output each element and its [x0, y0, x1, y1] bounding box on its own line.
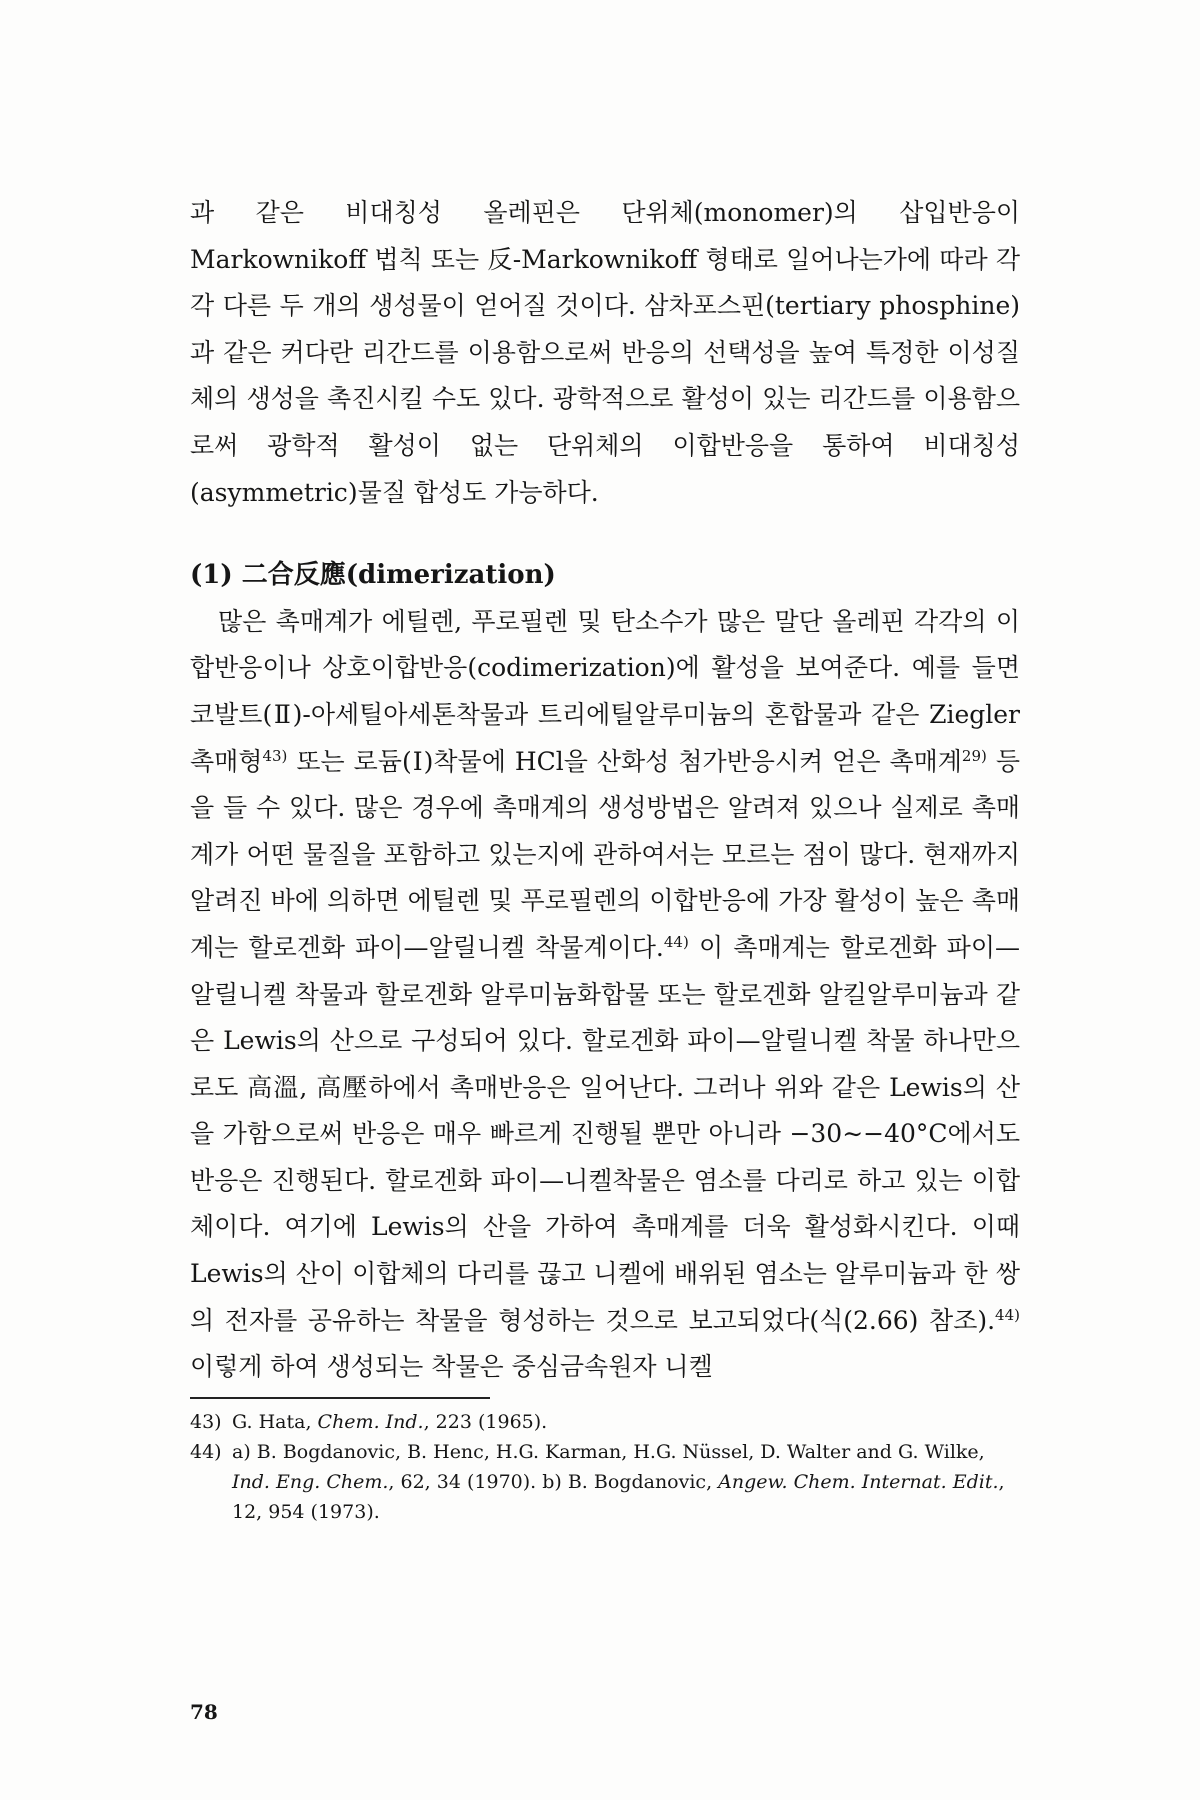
citation-superscript: 29): [961, 746, 987, 765]
footnote-citation: , 62, 34 (1970). b) B. Bogdanovic,: [388, 1470, 719, 1493]
footnote-divider: [190, 1397, 490, 1399]
footnote-citation: , 223 (1965).: [423, 1410, 548, 1433]
footnote-number: 43): [190, 1410, 222, 1433]
paragraph-asymmetric-olefin: 과 같은 비대칭성 올레핀은 단위체(monomer)의 삽입반응이 Markownikoff 법칙 또는 反-Markownikoff 형태로 일어나는가에 따라 각각 다른 두 개의 생성물이 얻어질 것이다. 삼차포스핀(tertiary phosphine)과 같은 커다란 리간드를 이용함으로써 반응의 선택성을 높여 특정한 이성질체의 생성을 촉진시킬 수도 있다. 광학적으로 활성이 있는 리간드를 이용함으로써 광학적 활성이 없는 단위체의 이합반응을 통하여 비대칭성(asymmetric)물질 합성도 가능하다.: [190, 198, 1020, 507]
footnote-text: [232, 1407, 1020, 1437]
footnotes: [190, 1407, 1020, 1527]
paragraph-text: 많은 촉매계가 에틸렌, 푸로필렌 및 탄소수가 많은 말단 올레핀 각각의 이합반응이나 상호이합반응(codimerization)에 활성을 보여준다. 예를 들면 코발트(Ⅱ)-아세틸아세톤착물과 트리에틸알루미늄의 혼합물과 같은 Ziegler 촉매형: [190, 606, 1020, 776]
citation-superscript: 43): [262, 746, 288, 765]
page-number: 78: [190, 1700, 218, 1724]
footnote-43: [190, 1407, 1020, 1437]
footnote-citation: , 12, 954 (1973).: [232, 1470, 1005, 1523]
citation-superscript: 44): [663, 932, 689, 951]
footnote-journal: Chem. Ind.: [317, 1410, 424, 1433]
footnote-number: 44): [190, 1440, 222, 1463]
paragraph-text: 이 촉매계는 할로겐화 파이—알릴니켈 착물과 할로겐화 알루미늄화합물 또는 할로겐화 알킬알루미늄과 같은 Lewis의 산으로 구성되어 있다. 할로겐화 파이—알릴니켈 착물 하나만으로도 高溫, 高壓하에서 촉매반응은 일어난다. 그러나 위와 같은 Lewis의 산을 가함으로써 반응은 매우 빠르게 진행될 뿐만 아니라 −30∼−40°C에서도 반응은 진행된다. 할로겐화 파이—니켈착물은 염소를 다리로 하고 있는 이합체이다. 여기에 Lewis의 산을 가하여 촉매계를 더욱 활성화시킨다. 이때 Lewis의 산이 이합체의 다리를 끊고 니켈에 배위된 염소는 알루미늄과 한 쌍의 전자를 공유하는 착물을 형성하는 것으로 보고되었다(식(2.66) 참조).: [190, 932, 1020, 1335]
paragraph-text: 또는 로듐(Ⅰ)착물에 HCl을 산화성 첨가반응시켜 얻은 촉매계: [287, 746, 962, 776]
footnote-journal: Angew. Chem. Internat. Edit.: [718, 1470, 999, 1493]
footnote-text: [232, 1437, 1020, 1527]
section-heading-dimerization: (1) 二合反應(dimerization): [190, 560, 556, 591]
citation-superscript: 44): [995, 1305, 1020, 1324]
footnote-44: [190, 1437, 1020, 1527]
paragraph-dimerization-catalysts: [190, 599, 1020, 1391]
paragraph-text: 등을 들 수 있다. 많은 경우에 촉매계의 생성방법은 알려져 있으나 실제로 촉매계가 어떤 물질을 포함하고 있는지에 관하여서는 모르는 점이 많다. 현재까지 알려진 바에 의하면 에틸렌 및 푸로필렌의 이합반응에 가장 활성이 높은 촉매계는 할로겐화 파이—알릴니켈 착물계이다.: [190, 746, 1020, 962]
footnote-journal: Ind. Eng. Chem.: [232, 1470, 389, 1493]
page-content: [190, 190, 1020, 1527]
paragraph-text: 이렇게 하여 생성되는 착물은 중심금속원자 니켈: [190, 1352, 713, 1382]
footnote-authors: a) B. Bogdanovic, B. Henc, H.G. Karman, H.G. Nüssel, D. Walter and G. Wilke,: [232, 1440, 985, 1463]
footnote-authors: G. Hata,: [232, 1410, 318, 1433]
